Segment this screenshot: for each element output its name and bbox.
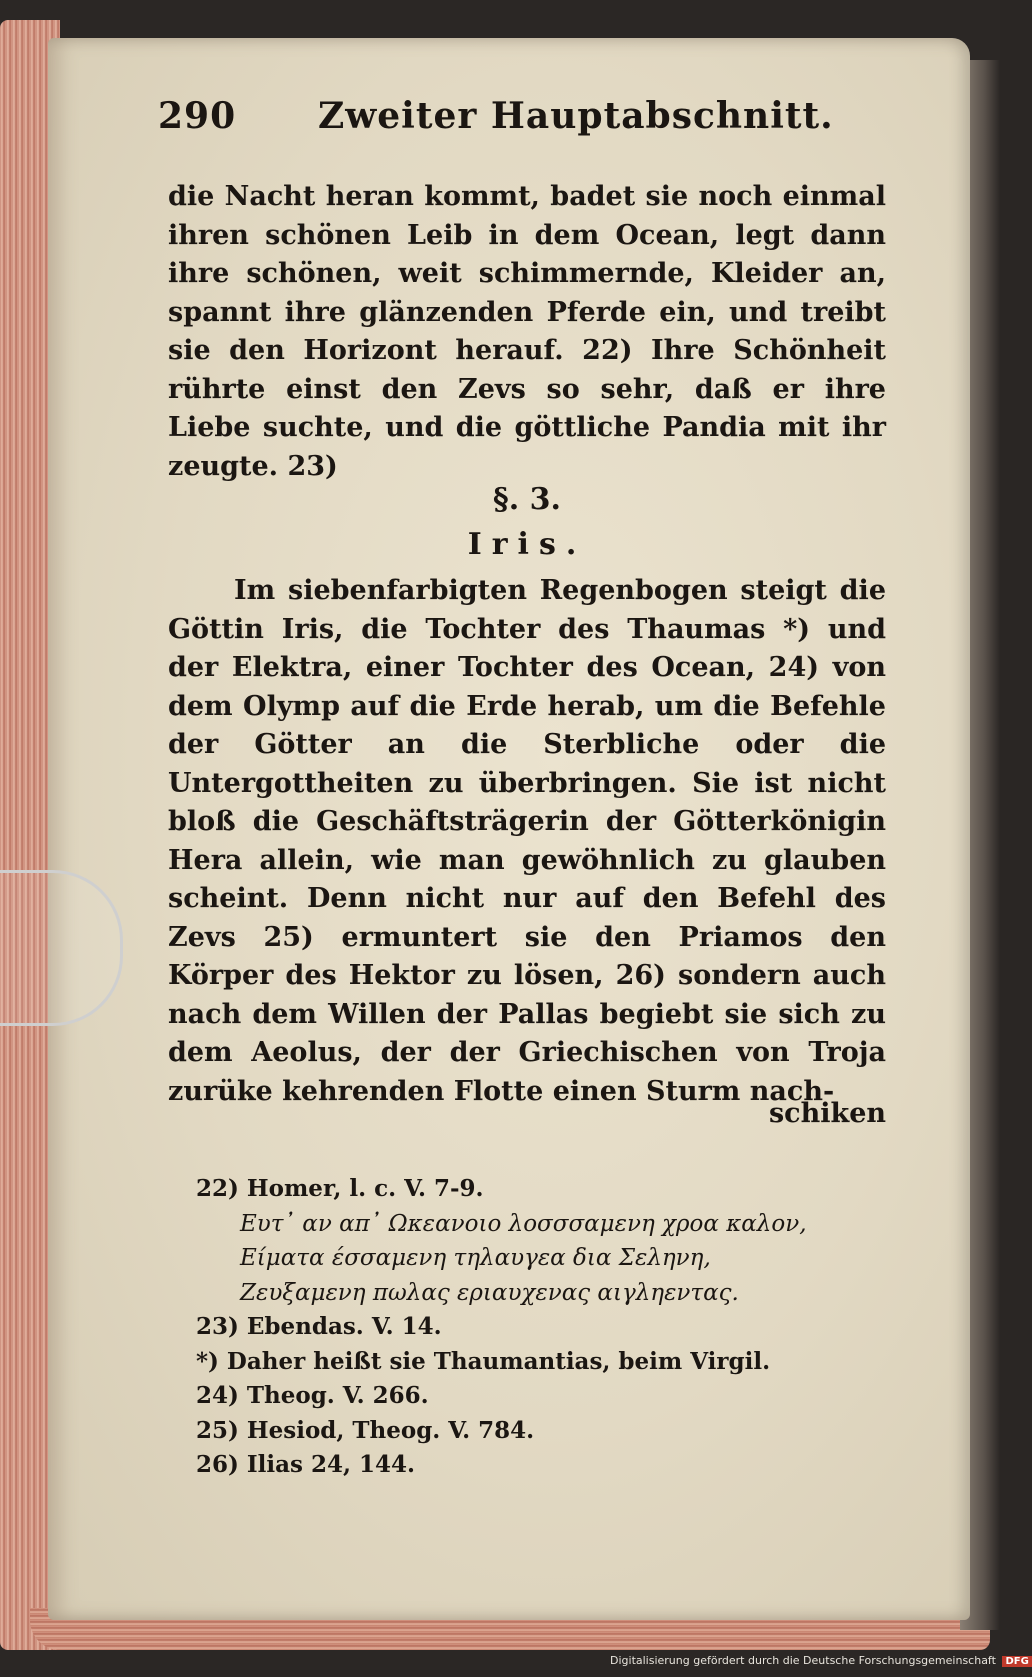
footnote-22: 22) Homer, l. c. V. 7-9. <box>196 1175 484 1202</box>
dfg-logo: DFG <box>1002 1656 1031 1667</box>
running-title: Zweiter Hauptabschnitt. <box>318 95 834 137</box>
footnotes <box>196 1172 886 1483</box>
page-number: 290 <box>158 95 237 137</box>
catchword: schiken <box>768 1098 886 1129</box>
footnote-star: *) Daher heißt sie Thaumantias, beim Virgil. <box>196 1347 771 1375</box>
running-header <box>158 95 878 145</box>
section-number: §. 3. <box>493 482 561 517</box>
credit-text: Digitalisierung gefördert durch die Deutsche Forschungsgemeinschaft <box>610 1654 996 1667</box>
paragraph-iris: Im siebenfarbigten Regenbogen steigt die Göttin Iris, die Tochter des Thaumas *) und der Elektra, einer Tochter des Ocean, 24) von dem Olymp auf die Erde herab, um die Befehle der Götter an die Sterbliche oder die Untergottheiten zu überbringen. Sie ist nicht bloß die Geschäftsträgerin der Götterkönigin Hera allein, wie man gewöhnlich zu glauben scheint. Denn nicht nur auf den Befehl des Zevs 25) ermuntert sie den Priamos den Körper des Hektor zu lösen, 26) sondern auch nach dem Willen der Pallas begiebt sie sich zu dem Aeolus, der der Griechischen von Troja zurüke kehrenden Flotte einen Sturm nach- <box>168 575 886 1107</box>
clip-tab <box>0 870 123 1026</box>
footnote-25: 25) Hesiod, Theog. V. 784. <box>196 1416 535 1444</box>
footnote-22-greek-line-2: Είματα έσσαμενη τηλαυγεα δια Σεληνη, <box>240 1245 711 1271</box>
paragraph-continuation: die Nacht heran kommt, badet sie noch einmal ihren schönen Leib in dem Ocean, legt dann ihre schönen, weit schimmernde, Kleider an, spannt ihre glänzenden Pferde ein, und treibt sie den Horizont herauf. 22) Ihre Schönheit rührte einst den Zevs so sehr, daß er ihre Liebe suchte, und die göttliche Pandia mit ihr zeugte. 23) <box>168 181 886 482</box>
digitization-credit <box>610 1654 1029 1672</box>
footnote-23: 23) Ebendas. V. 14. <box>196 1313 442 1340</box>
section-title: Iris. <box>467 527 587 562</box>
footnote-22-greek-line-1: Ευτ᾽ αν απ᾽ Ωκεανοιο λοσσσαμενη χροα καλον, <box>240 1210 807 1237</box>
footnote-24: 24) Theog. V. 266. <box>196 1382 429 1409</box>
footnote-22-greek-line-3: Ζευξαμενη πωλας εριαυχενας αιγληεντας. <box>240 1279 739 1306</box>
footnote-26: 26) Ilias 24, 144. <box>196 1451 416 1478</box>
